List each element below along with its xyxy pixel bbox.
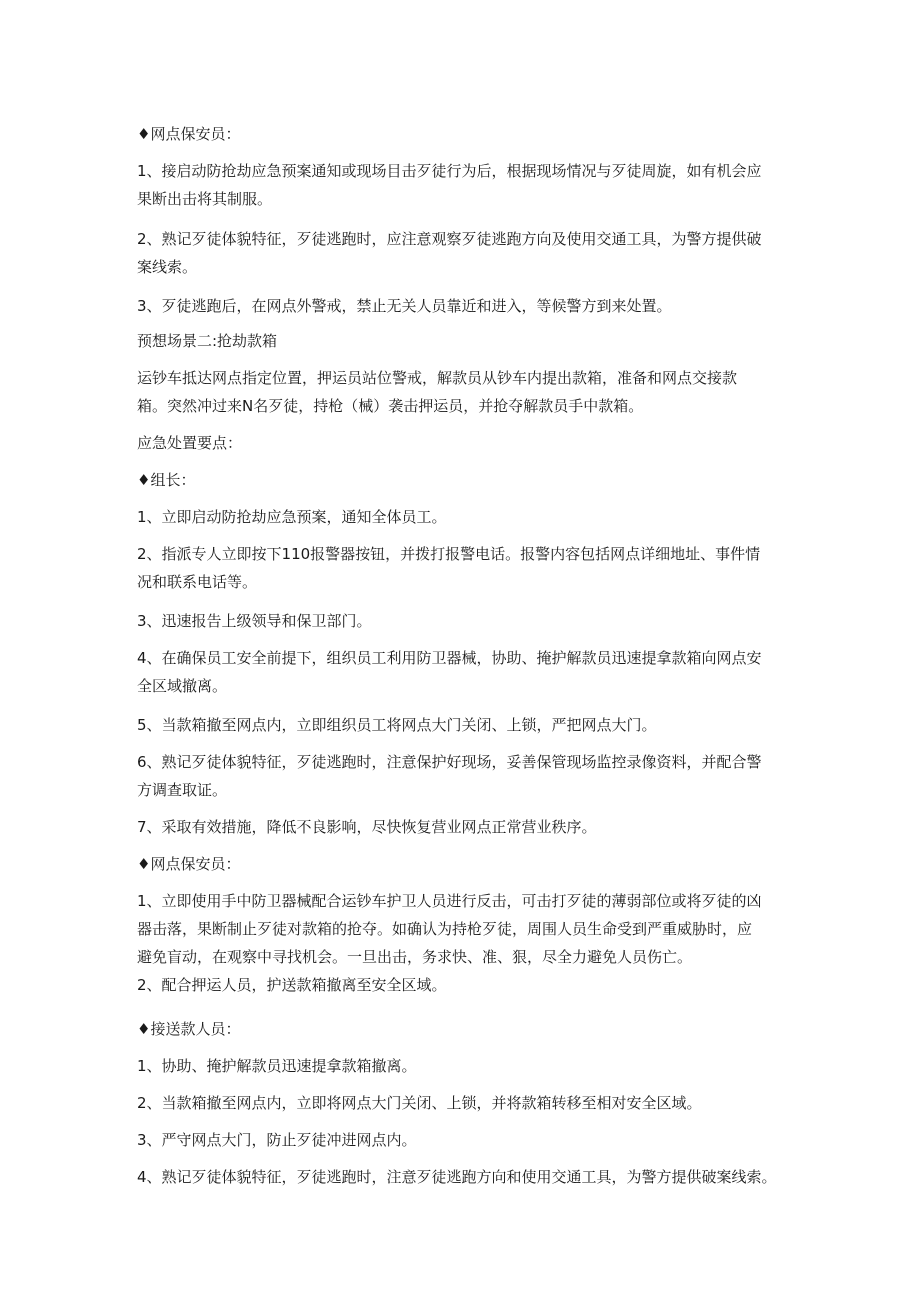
text-line: 1、协助、掩护解款员迅速提拿款箱撤离。: [137, 1057, 417, 1075]
text-line: 2、指派专人立即按下110报警器按钮，并拨打报警电话。报警内容包括网点详细地址、事件情: [137, 545, 761, 563]
text-line: 2、配合押运人员，护送款箱撤离至安全区域。: [137, 976, 447, 994]
text-line: 2、当款箱撤至网点内，立即将网点大门关闭、上锁，并将款箱转移至相对安全区域。: [137, 1094, 702, 1112]
section-heading: 应急处置要点：: [137, 434, 243, 452]
text-line: 1、接启动防抢劫应急预案通知或现场目击歹徒行为后，根据现场情况与歹徒周旋，如有机会应: [137, 162, 762, 180]
text-line: 3、迅速报告上级领导和保卫部门。: [137, 612, 372, 630]
text-line: 器击落，果断制止歹徒对款箱的抢夺。如确认为持枪歹徒，周围人员生命受到严重威胁时，应: [137, 920, 753, 938]
text-line: 2、熟记歹徒体貌特征，歹徒逃跑时，应注意观察歹徒逃跑方向及使用交通工具，为警方提供破: [137, 230, 762, 248]
text-line: 3、歹徒逃跑后，在网点外警戒，禁止无关人员靠近和进入，等候警方到来处置。: [137, 297, 672, 315]
text-line: 6、熟记歹徒体貌特征，歹徒逃跑时，注意保护好现场，妥善保管现场监控录像资料，并配合警: [137, 753, 762, 771]
text-line: 4、在确保员工安全前提下，组织员工利用防卫器械，协助、掩护解款员迅速提拿款箱向网点安: [137, 649, 762, 667]
text-line: 7、采取有效措施，降低不良影响，尽快恢复营业网点正常营业秩序。: [137, 818, 597, 836]
text-line: 案线索。: [137, 258, 198, 276]
text-line: 4、熟记歹徒体貌特征，歹徒逃跑时，注意歹徒逃跑方向和使用交通工具，为警方提供破案线索。: [137, 1168, 777, 1186]
text-line: 1、立即启动防抢劫应急预案，通知全体员工。: [137, 508, 447, 526]
text-line: 全区域撤离。: [137, 677, 228, 695]
text-line: 况和联系电话等。: [137, 573, 258, 591]
text-line: 1、立即使用手中防卫器械配合运钞车护卫人员进行反击，可击打歹徒的薄弱部位或将歹徒的凶: [137, 892, 762, 910]
text-line: 果断出击将其制服。: [137, 190, 273, 208]
scenario-heading: 预想场景二:抢劫款箱: [137, 332, 278, 350]
text-line: 方调查取证。: [137, 781, 228, 799]
text-line: 避免盲动，在观察中寻找机会。一旦出击，务求快、准、狠，尽全力避免人员伤亡。: [137, 948, 693, 966]
section-heading: ♦接送款人员：: [137, 1020, 241, 1038]
text-line: 运钞车抵达网点指定位置，押运员站位警戒，解款员从钞车内提出款箱，准备和网点交接款: [137, 369, 738, 387]
text-line: 3、严守网点大门，防止歹徒冲进网点内。: [137, 1131, 417, 1149]
section-heading: ♦组长：: [137, 471, 196, 489]
section-heading: ♦网点保安员：: [137, 855, 241, 873]
section-heading: ♦网点保安员：: [137, 125, 241, 143]
text-line: 箱。突然冲过来N名歹徒，持枪（械）袭击押运员，并抢夺解款员手中款箱。: [137, 397, 644, 415]
text-line: 5、当款箱撤至网点内，立即组织员工将网点大门关闭、上锁，严把网点大门。: [137, 716, 657, 734]
